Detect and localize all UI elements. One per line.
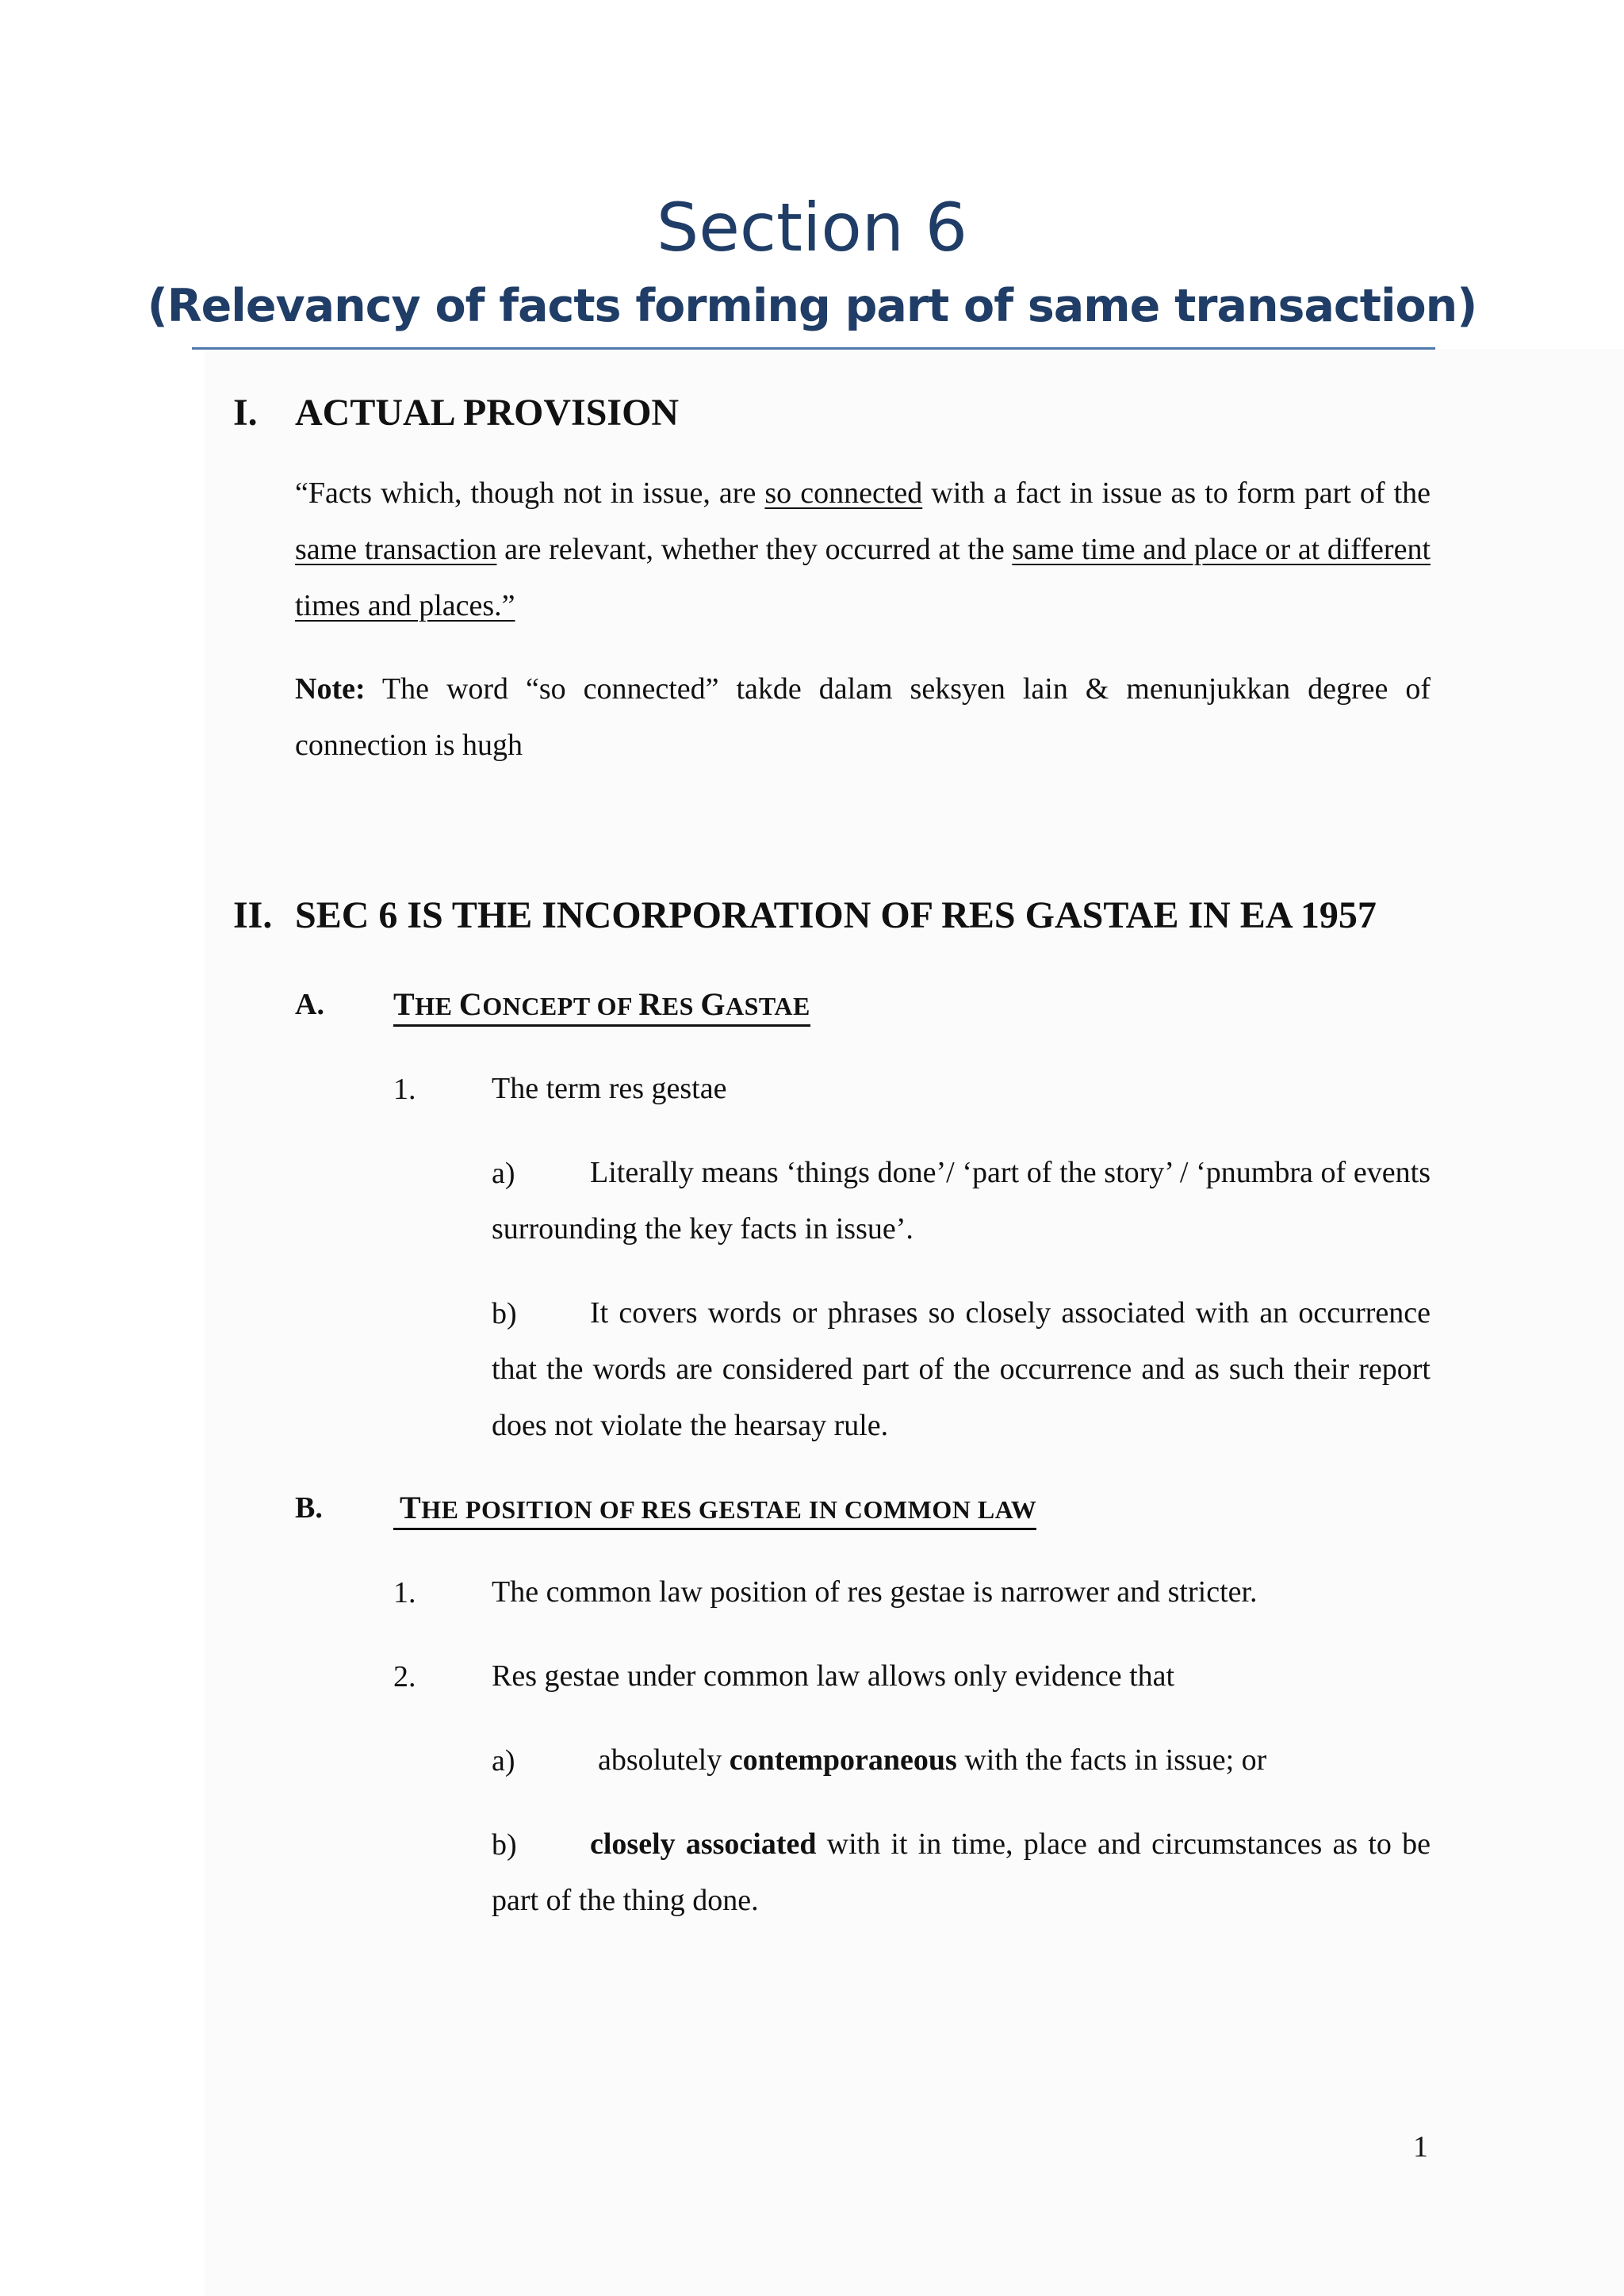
- item-a1b-marker: b): [492, 1297, 517, 1330]
- section-2-heading: SEC 6 IS THE INCORPORATION OF RES GASTAE IN EA 1957: [295, 894, 1377, 936]
- item-b2b-text: [492, 1816, 1431, 1929]
- bold-term: closely associated: [590, 1827, 817, 1861]
- item-b2-text: Res gestae under common law allows only evidence that: [492, 1659, 1175, 1693]
- subsection-a-heading: [393, 985, 810, 1027]
- provision-quote: [295, 465, 1431, 634]
- note-text: The word “so connected” takde dalam seksyen lain & menunjukkan degree of connection is hugh: [295, 672, 1431, 762]
- heading-part: T: [400, 1490, 422, 1525]
- item-a1a-text: Literally means ‘things done’/ ‘part of the story’ / ‘pnumbra of events surrounding the key facts in issue’.: [492, 1156, 1431, 1246]
- quote-text: are relevant, whether they occurred at the: [496, 533, 1013, 566]
- quote-text: with a fact in issue as to form part of the: [922, 476, 1431, 510]
- subsection-a-letter: A.: [295, 988, 324, 1021]
- text-run: absolutely: [598, 1743, 730, 1777]
- text-run: with the facts in issue; or: [956, 1743, 1267, 1777]
- bold-term: contemporaneous: [729, 1743, 957, 1777]
- item-b2b-marker: b): [492, 1828, 517, 1862]
- subsection-b-letter: B.: [295, 1491, 323, 1525]
- text-run: with it in time, place and circumstances as to be part of the thing done.: [492, 1827, 1431, 1917]
- item-a1-number: 1.: [393, 1073, 416, 1106]
- provision-note: [295, 661, 1431, 774]
- quote-underline-same-time-place: same time and place or at different times and places.”: [295, 533, 1431, 622]
- item-a1a-marker: a): [492, 1157, 515, 1190]
- item-b2-number: 2.: [393, 1660, 416, 1693]
- heading-part: C: [458, 986, 483, 1022]
- item-a1b-text: It covers words or phrases so closely associated with an occurrence that the words are considered part of the occurrence and as such their report does not violate the hearsay rule.: [492, 1296, 1431, 1442]
- item-a1-text: The term res gestae: [492, 1072, 727, 1105]
- heading-part: R: [638, 986, 662, 1022]
- section-2-number: II.: [233, 894, 273, 936]
- page-subtitle: (Relevancy of facts forming part of same transaction): [147, 280, 1477, 332]
- quote-underline-so-connected: so connected: [764, 476, 923, 510]
- quote-text: “Facts which, though not in issue, are: [295, 476, 765, 510]
- heading-part: ES: [661, 992, 701, 1020]
- section-1-number: I.: [233, 392, 258, 434]
- heading-part: HE POSITION OF RES GESTAE IN COMMON LAW: [421, 1495, 1037, 1524]
- heading-part: T: [393, 986, 416, 1022]
- item-b1-number: 1.: [393, 1576, 416, 1609]
- subsection-b-heading: [393, 1489, 1036, 1530]
- page-title: Section 6: [656, 189, 968, 266]
- heading-part: HE: [415, 992, 459, 1020]
- section-1-heading: ACTUAL PROVISION: [295, 392, 680, 434]
- item-b2a-marker: a): [492, 1744, 515, 1777]
- note-label: Note:: [295, 672, 366, 706]
- item-b1-text: The common law position of res gestae is narrower and stricter.: [492, 1575, 1258, 1609]
- heading-part: ASTAE: [725, 992, 810, 1020]
- item-b2a-text: [492, 1732, 1431, 1789]
- heading-part: ONCEPT OF: [482, 992, 639, 1020]
- heading-part: G: [700, 986, 726, 1022]
- title-divider: [192, 347, 1435, 350]
- page-number: 1: [1413, 2130, 1428, 2164]
- quote-underline-same-transaction: same transaction: [295, 533, 497, 566]
